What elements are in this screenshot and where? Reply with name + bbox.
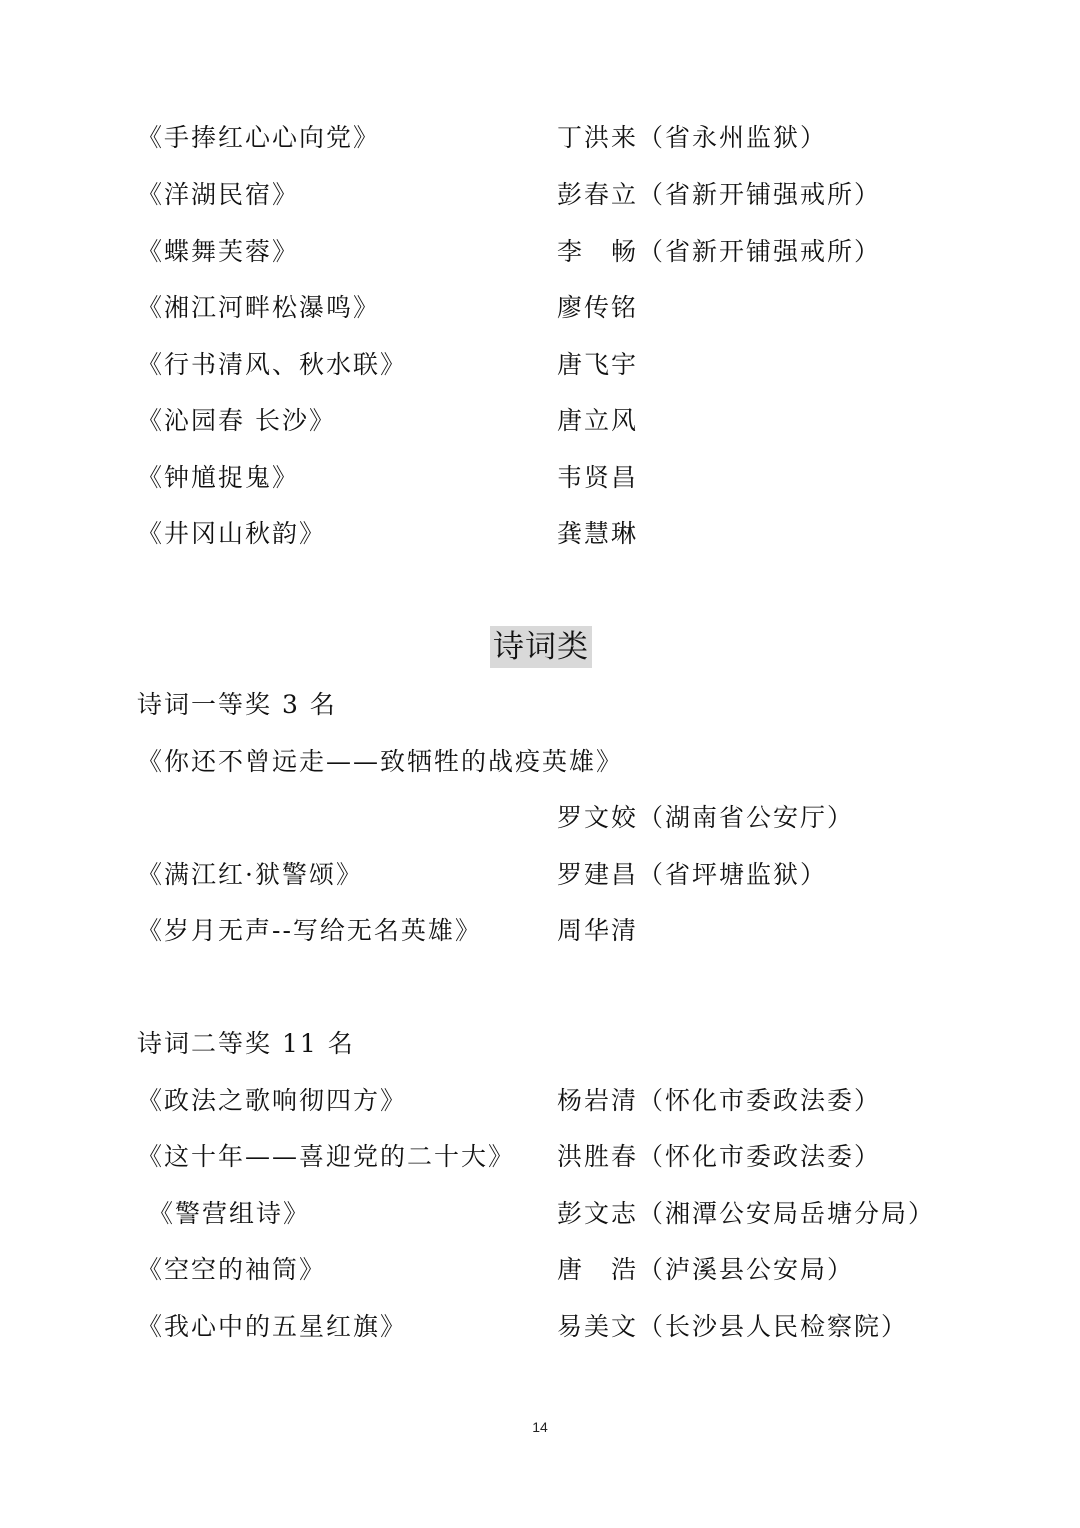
page-number: 14 [532, 1419, 548, 1435]
entry-author: 丁洪来（省永州监狱） [557, 123, 828, 152]
entry-title: 《满江红·狱警颂》 [137, 860, 363, 889]
award-heading: 诗词二等奖 11 名 [137, 1029, 355, 1058]
entry-title: 《这十年——喜迎党的二十大》 [137, 1142, 516, 1171]
entry-title: 《井冈山秋韵》 [137, 519, 327, 548]
entry-author: 廖传铭 [557, 293, 639, 322]
entry-title: 《你还不曾远走——致牺牲的战疫英雄》 [137, 747, 624, 776]
entry-title: 《沁园春 长沙》 [137, 406, 336, 435]
entry-author: 李 畅（省新开铺强戒所） [557, 237, 882, 266]
entry-title: 《岁月无声--写给无名英雄》 [137, 916, 482, 945]
entry-title: 《行书清风、秋水联》 [137, 350, 408, 379]
entry-author: 唐 浩（泸溪县公安局） [557, 1255, 855, 1284]
entry-author: 洪胜春（怀化市委政法委） [557, 1142, 882, 1171]
entry-author: 杨岩清（怀化市委政法委） [557, 1086, 882, 1115]
entry-author: 唐飞宇 [557, 350, 639, 379]
entry-author: 韦贤昌 [557, 463, 639, 492]
section-heading: 诗词类 [490, 626, 592, 668]
entry-title: 《警营组诗》 [148, 1199, 311, 1228]
entry-title: 《政法之歌响彻四方》 [137, 1086, 408, 1115]
entry-title: 《洋湖民宿》 [137, 180, 300, 209]
entry-author: 罗建昌（省坪塘监狱） [557, 860, 828, 889]
entry-title: 《蝶舞芙蓉》 [137, 237, 300, 266]
entry-author: 周华清 [557, 916, 639, 945]
entry-author: 彭文志（湘潭公安局岳塘分局） [557, 1199, 936, 1228]
entry-title: 《空空的袖筒》 [137, 1255, 327, 1284]
entry-author: 罗文姣（湖南省公安厅） [557, 803, 855, 832]
entry-author: 易美文（长沙县人民检察院） [557, 1312, 909, 1341]
award-heading: 诗词一等奖 3 名 [137, 690, 337, 719]
entry-title: 《我心中的五星红旗》 [137, 1312, 408, 1341]
entry-author: 彭春立（省新开铺强戒所） [557, 180, 882, 209]
entry-title: 《湘江河畔松瀑鸣》 [137, 293, 381, 322]
entry-author: 龚慧琳 [557, 519, 639, 548]
entry-title: 《钟馗捉鬼》 [137, 463, 300, 492]
entry-author: 唐立风 [557, 406, 639, 435]
entry-title: 《手捧红心心向党》 [137, 123, 381, 152]
